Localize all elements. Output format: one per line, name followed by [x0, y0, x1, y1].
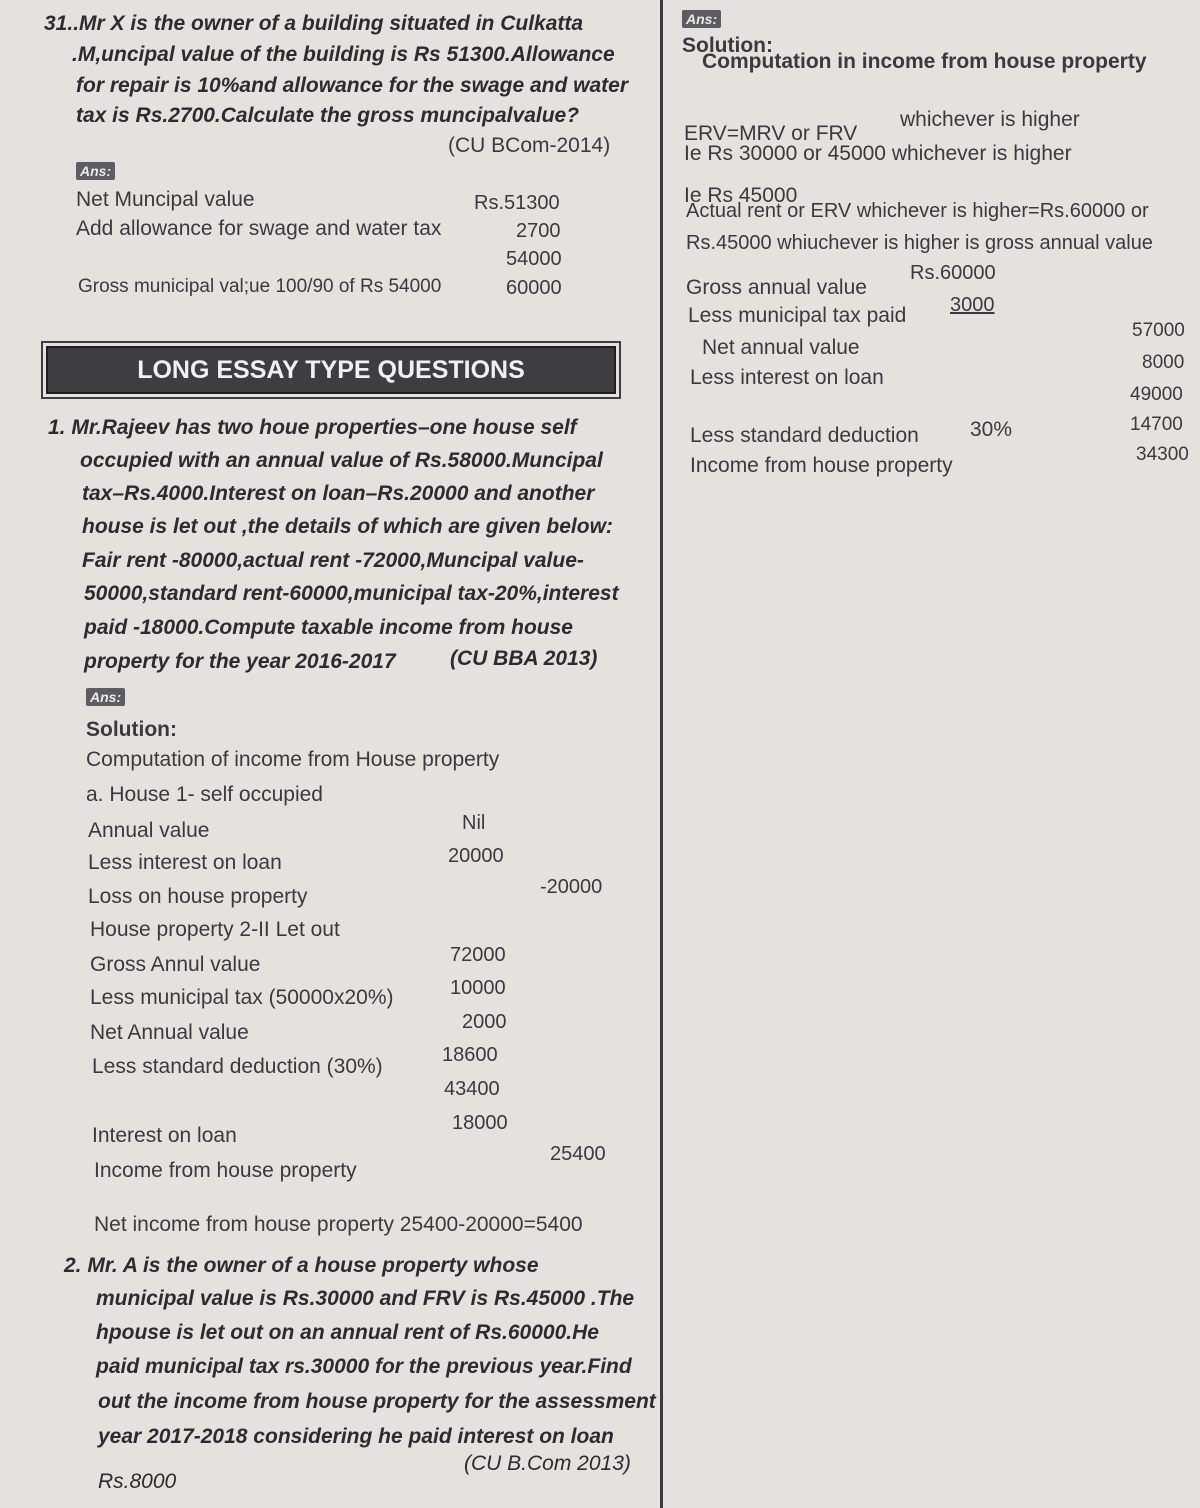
q31-row-4-value: 60000	[506, 277, 562, 299]
right-actual-line-1: Actual rent or ERV whichever is higher=Rs.60000 or	[686, 200, 1149, 222]
q31-line-3: for repair is 10%and allowance for the swage and water	[76, 74, 629, 97]
right-ie-line-2: Ie Rs 45000	[684, 184, 798, 207]
right-less-standard-label: Less standard deduction	[690, 424, 919, 447]
right-computation-heading: Computation in income from house property	[702, 50, 1147, 73]
q1-less-standard-label: Less standard deduction (30%)	[92, 1055, 383, 1078]
q2-source: (CU B.Com 2013)	[464, 1452, 631, 1475]
right-less-interest-label: Less interest on loan	[690, 366, 884, 389]
q1-income-amount: 25400	[550, 1143, 606, 1165]
right-whichever-line: whichever is higher	[900, 108, 1080, 131]
q1-gross-label: Gross Annul value	[90, 953, 261, 976]
q1-net-annual-amount: 2000	[462, 1011, 507, 1033]
q1-net-income-line: Net income from house property 25400-20000=5400	[94, 1213, 583, 1236]
q1-house-2-label: House property 2-II Let out	[90, 918, 340, 941]
q31-source: (CU BCom-2014)	[448, 134, 611, 157]
right-erv-line: ERV=MRV or FRV	[684, 122, 858, 145]
right-income-value: 34300	[1136, 444, 1189, 465]
q1-ans-badge: Ans:	[86, 688, 125, 706]
q1-line-6: 50000,standard rent-60000,municipal tax-20%,interest	[84, 582, 619, 605]
q1-annual-value-label: Annual value	[88, 819, 210, 842]
q31-line-4: tax is Rs.2700.Calculate the gross muncipalvalue?	[76, 104, 580, 127]
right-subtotal-value: 49000	[1130, 384, 1183, 405]
q1-line-4: house is let out ,the details of which are given below:	[82, 515, 613, 538]
q1-less-standard-amount: 18600	[442, 1044, 498, 1066]
right-nav-value: 57000	[1132, 320, 1185, 341]
section-banner: LONG ESSAY TYPE QUESTIONS	[46, 346, 616, 394]
q2-line-6: year 2017-2018 considering he paid interest on loan	[98, 1425, 614, 1448]
q1-house-1-label: a. House 1- self occupied	[86, 783, 323, 806]
q1-line-1: 1. Mr.Rajeev has two houe properties–one house self	[48, 416, 577, 439]
q2-line-3: hpouse is let out on an annual rent of Rs.60000.He	[96, 1321, 599, 1344]
q1-line-8: property for the year 2016-2017	[84, 650, 396, 673]
q2-line-5: out the income from house property for the assessment	[98, 1390, 656, 1413]
right-gav-value: Rs.60000	[910, 262, 996, 284]
q2-line-7: Rs.8000	[98, 1470, 177, 1493]
q31-line-1: 31..Mr X is the owner of a building situated in Culkatta	[44, 12, 584, 35]
q31-row-4-label: Gross municipal val;ue 100/90 of Rs 54000	[78, 276, 442, 297]
q1-line-3: tax–Rs.4000.Interest on loan–Rs.20000 and another	[82, 482, 595, 505]
q31-line-2: .M,uncipal value of the building is Rs 51300.Allowance	[72, 43, 615, 66]
right-ans-badge: Ans:	[682, 10, 721, 28]
q2-line-1: 2. Mr. A is the owner of a house property whose	[64, 1254, 539, 1277]
q1-computation-heading: Computation of income from House property	[86, 748, 500, 771]
right-standard-value: 14700	[1130, 414, 1183, 435]
right-ie-line-1: Ie Rs 30000 or 45000 whichever is higher	[684, 142, 1072, 165]
q1-line-2: occupied with an annual value of Rs.58000.Muncipal	[80, 449, 603, 472]
right-actual-line-2: Rs.45000 whiuchever is higher is gross annual value	[686, 232, 1153, 254]
q1-interest-label: Interest on loan	[92, 1124, 237, 1147]
q1-line-5: Fair rent -80000,actual rent -72000,Muncipal value-	[82, 549, 584, 572]
q31-row-1-value: Rs.51300	[474, 192, 560, 214]
q1-loss-label: Loss on house property	[88, 885, 308, 908]
q1-less-municipal-amount: 10000	[450, 977, 506, 999]
q31-row-2-value: 2700	[516, 220, 561, 242]
q1-subtotal-amount: 43400	[444, 1078, 500, 1100]
q1-less-interest-amount: 20000	[448, 845, 504, 867]
q1-gross-amount: 72000	[450, 944, 506, 966]
q1-loss-amount: -20000	[540, 876, 603, 898]
right-less-municipal-value: 3000	[950, 294, 995, 316]
right-solution-label: Solution:	[682, 34, 773, 57]
q1-source: (CU BBA 2013)	[450, 647, 598, 670]
right-less-municipal-label: Less municipal tax paid	[688, 304, 907, 327]
right-gav-label: Gross annual value	[686, 276, 867, 299]
q2-line-2: municipal value is Rs.30000 and FRV is Rs.45000 .The	[96, 1287, 635, 1310]
q31-row-3-value: 54000	[506, 248, 562, 270]
q1-less-interest-label: Less interest on loan	[88, 851, 282, 874]
right-income-label: Income from house property	[690, 454, 953, 477]
q31-row-2-label: Add allowance for swage and water tax	[76, 217, 442, 240]
column-divider	[660, 0, 663, 1508]
right-nav-label: Net annual value	[702, 336, 860, 359]
right-less-interest-value: 8000	[1142, 352, 1185, 373]
q1-solution-label: Solution:	[86, 718, 177, 741]
q31-ans-badge: Ans:	[76, 162, 115, 180]
q2-line-4: paid municipal tax rs.30000 for the previous year.Find	[96, 1355, 632, 1378]
q1-income-label: Income from house property	[94, 1159, 357, 1182]
q1-interest-amount: 18000	[452, 1112, 508, 1134]
q1-net-annual-label: Net Annual value	[90, 1021, 249, 1044]
q31-row-1-label: Net Muncipal value	[76, 188, 255, 211]
q1-line-7: paid -18000.Compute taxable income from house	[84, 616, 573, 639]
q1-annual-value-amount: Nil	[462, 812, 486, 834]
right-standard-pct: 30%	[970, 418, 1013, 441]
q1-less-municipal-label: Less municipal tax (50000x20%)	[90, 986, 394, 1009]
